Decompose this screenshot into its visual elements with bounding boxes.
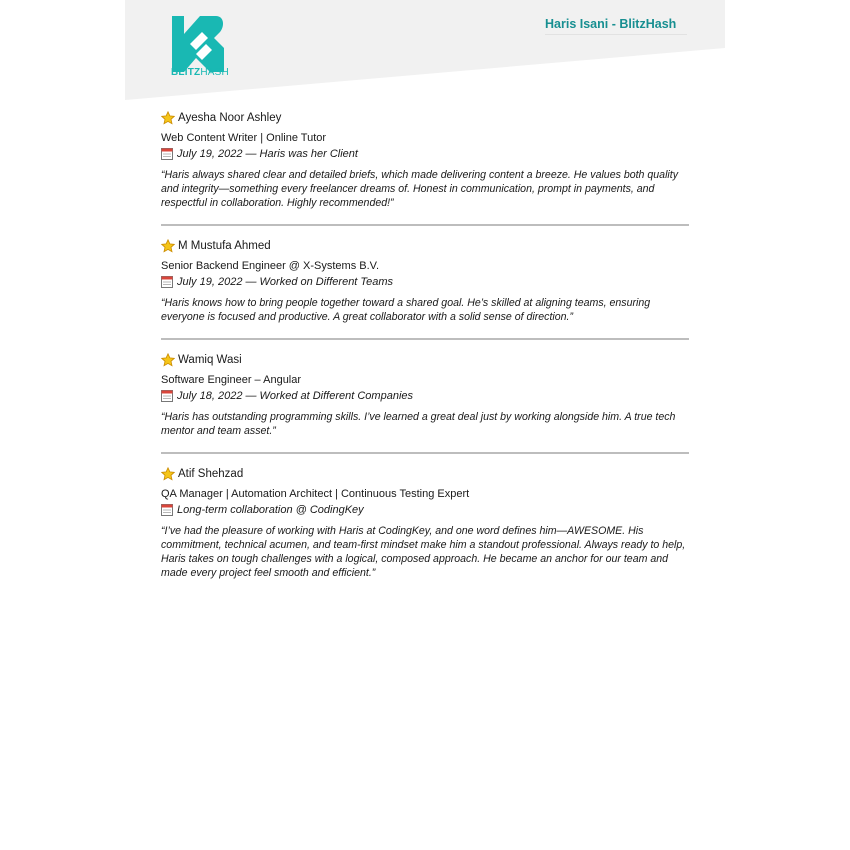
document-page	[125, 0, 725, 850]
testimonials-list	[161, 108, 689, 580]
testimonial-name: M Mustufa Ahmed	[178, 240, 271, 252]
testimonial-name-row	[161, 108, 689, 128]
testimonial-meta: July 19, 2022 — Worked on Different Teams	[177, 276, 394, 288]
divider	[161, 338, 689, 340]
testimonial-name-row	[161, 464, 689, 484]
testimonial-name-row	[161, 350, 689, 370]
testimonial-role: Senior Backend Engineer @ X-Systems B.V.	[161, 260, 380, 272]
testimonial-name: Wamiq Wasi	[178, 354, 242, 366]
testimonial-quote: “I’ve had the pleasure of working with Haris at CodingKey, and one word defines him—AWESOME. His commitment, technical acumen, and team-first mindset make him a standout professional. Always ready to help, Haris takes on tough challenges with a logical, composed approach. He became an anchor for our team and made every project feel smooth and efficient.”	[161, 525, 686, 579]
star-icon	[161, 353, 175, 367]
testimonial-meta-row	[161, 146, 689, 162]
testimonial-role: QA Manager | Automation Architect | Continuous Testing Expert	[161, 488, 470, 500]
testimonial-item	[161, 464, 689, 580]
testimonial-role: Web Content Writer | Online Tutor	[161, 132, 327, 144]
testimonial-meta: Long-term collaboration @ CodingKey	[177, 504, 364, 516]
star-icon	[161, 111, 175, 125]
testimonial-name: Atif Shehzad	[178, 468, 244, 480]
logo-wordmark: BLITZHASH	[171, 67, 229, 78]
testimonial-meta-row	[161, 388, 689, 404]
testimonial-role: Software Engineer – Angular	[161, 374, 302, 386]
star-icon	[161, 239, 175, 253]
star-icon	[161, 467, 175, 481]
calendar-icon	[161, 276, 173, 288]
testimonial-meta-row	[161, 502, 689, 518]
testimonial-meta-row	[161, 274, 689, 290]
testimonial-item	[161, 108, 689, 226]
divider	[161, 224, 689, 226]
testimonial-name: Ayesha Noor Ashley	[178, 112, 282, 124]
divider	[161, 452, 689, 454]
testimonial-item	[161, 236, 689, 340]
testimonial-name-row	[161, 236, 689, 256]
calendar-icon	[161, 504, 173, 516]
calendar-icon	[161, 390, 173, 402]
brand-title: Haris Isani - BlitzHash	[545, 17, 687, 35]
testimonial-quote: “Haris has outstanding programming skills. I’ve learned a great deal just by working alongside him. A true tech mentor and team asset.”	[161, 411, 676, 437]
calendar-icon	[161, 148, 173, 160]
testimonial-quote: “Haris knows how to bring people together toward a shared goal. He’s skilled at aligning teams, ensuring everyone is focused and productive. A great collaborator with a solid sense of direction.”	[161, 297, 651, 323]
testimonial-quote: “Haris always shared clear and detailed briefs, which made delivering content a breeze. He values both quality and integrity—something every freelancer dreams of. Honest in communication, prompt in payments, and respectful in collaboration. Highly recommended!”	[161, 169, 679, 209]
testimonial-meta: July 18, 2022 — Worked at Different Companies	[177, 390, 414, 402]
testimonial-item	[161, 350, 689, 454]
testimonial-meta: July 19, 2022 — Haris was her Client	[177, 148, 358, 160]
